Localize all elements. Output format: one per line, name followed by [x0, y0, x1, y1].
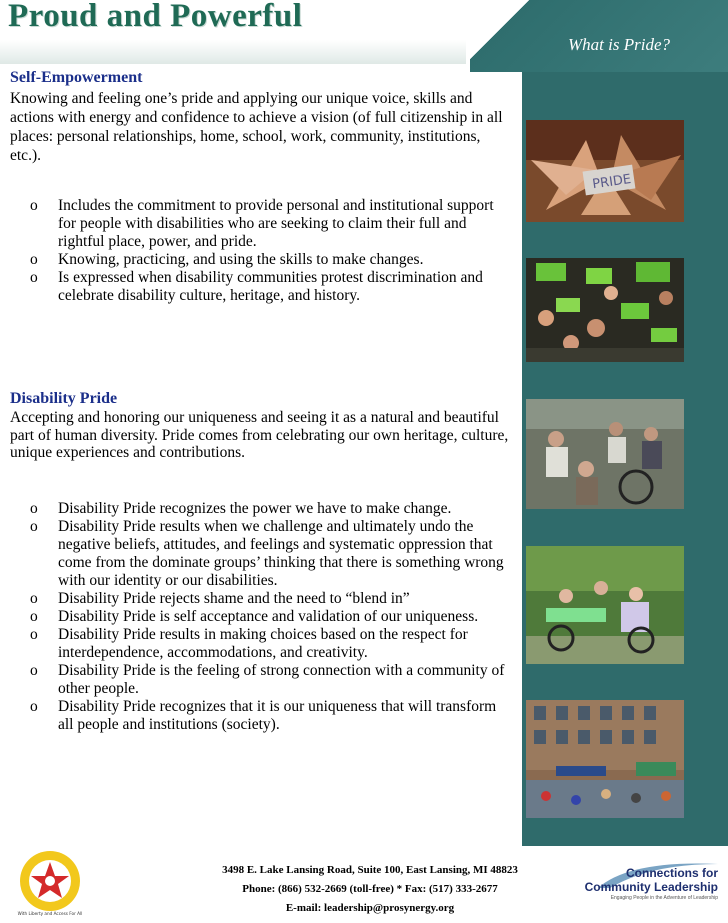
list-item: o Knowing, practicing, and using the skills to make changes. — [30, 251, 510, 269]
footer-phone: Phone: (866) 532-2669 (toll-free) * Fax: (517) 333-2677 — [242, 883, 498, 895]
list-item: o Disability Pride results when we challenge and ultimately undo the negative beliefs, attitudes, and feelings and systematic oppression that come from the dominate groups’ thinking that there is something wrong with our identity or our disabilities. — [30, 518, 510, 590]
logo-tagline: Engaging People in the Adventure of Leadership — [610, 895, 718, 901]
svg-text:PRIDE: PRIDE — [591, 171, 633, 193]
list-item: o Disability Pride recognizes that it is our uniqueness that will transform all people and institutions (society). — [30, 698, 510, 734]
photo-hands-pride — [526, 120, 684, 222]
logo-line-2: Community Leadership — [584, 880, 718, 894]
heading-self-empowerment: Self-Empowerment — [10, 69, 143, 86]
footer-email[interactable]: E-mail: leadership@prosynergy.org — [285, 902, 455, 914]
photo-group-outdoors — [526, 546, 684, 664]
list-item: o Includes the commitment to provide personal and institutional support for people with disabilities who are seeking to claim their full and rightful place, power, and pride. — [30, 197, 510, 251]
paragraph-disability-pride: Accepting and honoring our uniqueness and seeing it as a natural and beautiful part of human diversity. Pride comes from celebrating our own heritage, culture, unique experiences and contributions. — [10, 409, 509, 461]
connections-logo — [584, 858, 724, 902]
title-bar — [0, 40, 466, 64]
svg-text:With Liberty and Access For Al: With Liberty and Access For All — [17, 911, 83, 916]
list-item: o Disability Pride recognizes the power we have to make change. — [30, 500, 510, 518]
footer-address: 3498 E. Lake Lansing Road, Suite 100, East Lansing, MI 48823 — [222, 864, 518, 876]
paragraph-self-empowerment: Knowing and feeling one’s pride and applying our unique voice, skills and actions with energy and confidence to achieve a vision (of full citizenship in all places: personal relationships, home, school, work, community, institutions, etc.). — [10, 90, 503, 164]
sidebar-title: What is Pride? — [568, 35, 670, 54]
list-item: o Is expressed when disability communities protest discrimination and celebrate disability culture, heritage, and history. — [30, 269, 510, 305]
photo-city-rally — [526, 700, 684, 818]
photo-wheelchair-gathering — [526, 399, 684, 509]
photo-rally — [526, 258, 684, 362]
logo-line-1: Connections for — [626, 866, 718, 880]
list-self-empowerment — [30, 197, 510, 305]
page-title: Proud and Powerful — [8, 0, 303, 34]
list-item: o Disability Pride rejects shame and the need to “blend in” — [30, 590, 510, 608]
pride-logo — [14, 848, 86, 918]
list-item: o Disability Pride is self acceptance and validation of our uniqueness. — [30, 608, 510, 626]
list-item: o Disability Pride results in making choices based on the respect for interdependence, accommodations, and creativity. — [30, 626, 510, 662]
list-disability-pride — [30, 500, 510, 734]
heading-disability-pride: Disability Pride — [10, 390, 118, 407]
list-item: o Disability Pride is the feeling of strong connection with a community of other people. — [30, 662, 510, 698]
